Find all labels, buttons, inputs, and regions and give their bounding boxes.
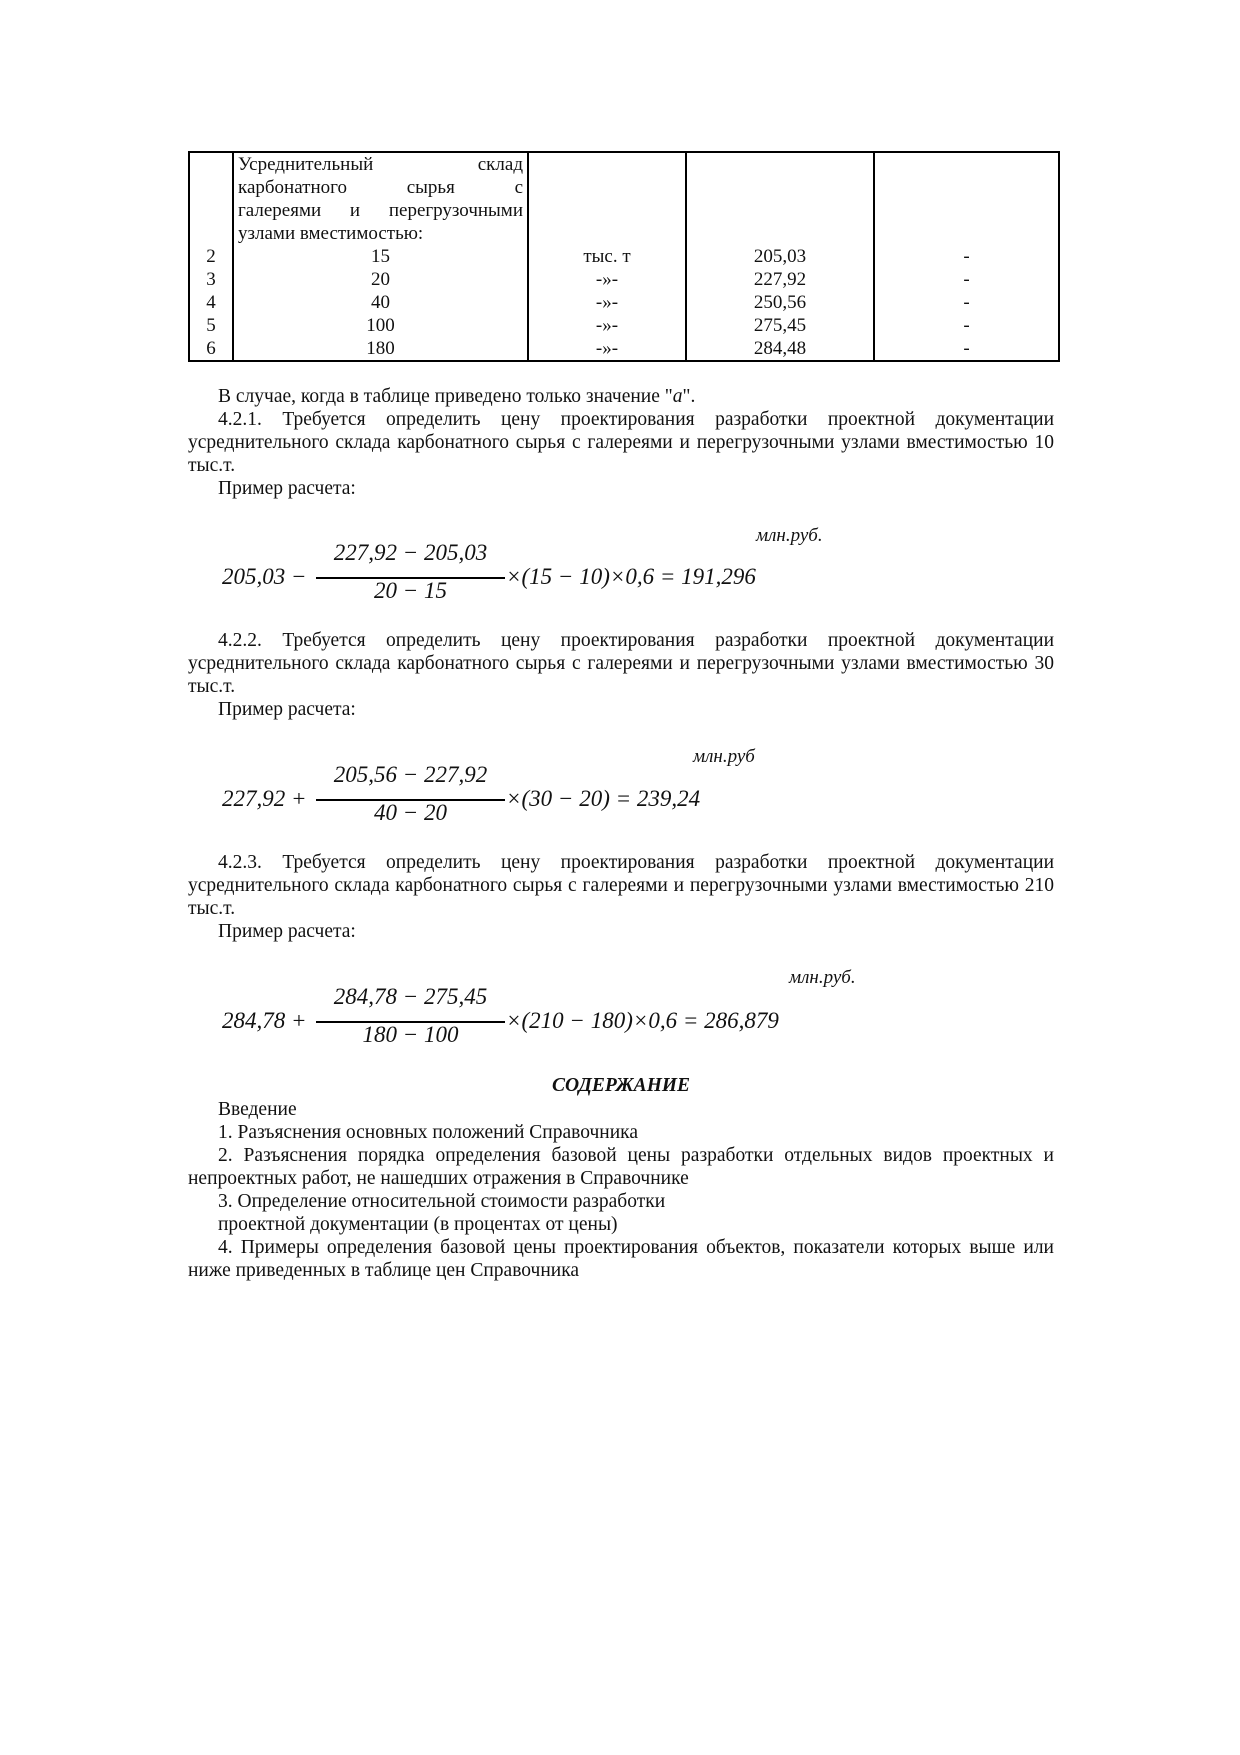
table-cell-num — [189, 152, 233, 245]
row-capacity: 180 — [233, 337, 528, 361]
formula-unit-2: млн.руб — [693, 746, 755, 767]
example-task-1: 4.2.1. Требуется определить цену проектирования разработки проектной документации усреднительного склада карбонатного сырья с галереями и перегрузочными узлами вместимостью 10 тыс.т. — [188, 409, 1054, 476]
formula-left: 205,03 − — [222, 564, 307, 589]
row-capacity: 40 — [233, 291, 528, 314]
formula-denominator: 20 − 15 — [373, 578, 448, 603]
row-number: 3 — [189, 268, 233, 291]
contents-item: 1. Разъяснения основных положений Справочника — [218, 1122, 638, 1143]
example-label-2: Пример расчета: — [218, 699, 356, 720]
table-cell-object-name — [233, 152, 528, 245]
note-text-after: ". — [682, 386, 696, 407]
row-value-a: 275,45 — [686, 314, 874, 337]
row-value-a: 205,03 — [686, 245, 874, 268]
formula-denominator: 180 − 100 — [362, 1022, 459, 1047]
object-name-line: галереями и перегрузочными — [238, 200, 523, 221]
formula-3 — [222, 984, 802, 1054]
table-header-row — [189, 152, 1059, 245]
row-number: 4 — [189, 291, 233, 314]
row-capacity: 100 — [233, 314, 528, 337]
example-label-1: Пример расчета: — [218, 478, 356, 499]
object-name-line: узлами вместимостью: — [238, 223, 424, 244]
contents-item: 3. Определение относительной стоимости разработки — [218, 1191, 666, 1212]
formula-numerator: 205,56 − 227,92 — [333, 762, 488, 787]
formula-right: ×(210 − 180)×0,6 = 286,879 — [506, 1008, 779, 1033]
table-row — [189, 291, 1059, 314]
contents-item: 2. Разъяснения порядка определения базовой цены разработки отдельных видов проектных и непроектных работ, не нашедших отражения в Справочнике — [188, 1145, 1054, 1189]
formula-numerator: 284,78 − 275,45 — [333, 984, 488, 1009]
price-table — [188, 151, 1060, 362]
formula-2 — [222, 762, 782, 832]
row-value-b: - — [874, 245, 1059, 268]
row-value-b: - — [874, 314, 1059, 337]
table-row — [189, 245, 1059, 268]
table-cell-b — [874, 152, 1059, 245]
formula-unit-3: млн.руб. — [789, 967, 856, 988]
example-task-2: 4.2.2. Требуется определить цену проектирования разработки проектной документации усреднительного склада карбонатного сырья с галереями и перегрузочными узлами вместимостью 30 тыс.т. — [188, 630, 1054, 697]
example-task-3: 4.2.3. Требуется определить цену проектирования разработки проектной документации усреднительного склада карбонатного сырья с галереями и перегрузочными узлами вместимостью 210 тыс.т. — [188, 852, 1054, 919]
row-unit: -»- — [528, 291, 686, 314]
row-number: 5 — [189, 314, 233, 337]
formula-right: ×(15 − 10)×0,6 = 191,296 — [506, 564, 756, 589]
formula-numerator: 227,92 − 205,03 — [333, 540, 488, 565]
formula-1 — [222, 540, 782, 610]
row-value-b: - — [874, 337, 1059, 361]
contents-item: проектной документации (в процентах от цены) — [218, 1214, 618, 1235]
note-symbol: а — [672, 386, 683, 407]
table-row — [189, 268, 1059, 291]
object-name-line: карбонатного сырья с — [238, 177, 523, 198]
object-name-line: Усреднительный склад — [238, 154, 523, 175]
row-value-a: 284,48 — [686, 337, 874, 361]
formula-right: ×(30 − 20) = 239,24 — [506, 786, 701, 811]
row-value-a: 250,56 — [686, 291, 874, 314]
formula-left: 284,78 + — [222, 1008, 307, 1033]
row-value-b: - — [874, 268, 1059, 291]
row-unit: -»- — [528, 314, 686, 337]
formula-unit-1: млн.руб. — [756, 525, 823, 546]
note-text-before: В случае, когда в таблице приведено только значение " — [218, 386, 673, 407]
row-capacity: 20 — [233, 268, 528, 291]
note-paragraph — [188, 385, 1054, 408]
formula-denominator: 40 − 20 — [373, 800, 448, 825]
row-value-b: - — [874, 291, 1059, 314]
row-unit: -»- — [528, 337, 686, 361]
row-capacity: 15 — [233, 245, 528, 268]
example-label-3: Пример расчета: — [218, 921, 356, 942]
row-value-a: 227,92 — [686, 268, 874, 291]
formula-left: 227,92 + — [222, 786, 307, 811]
table-cell-a — [686, 152, 874, 245]
contents-item: Введение — [218, 1099, 297, 1120]
row-unit: -»- — [528, 268, 686, 291]
row-unit: тыс. т — [528, 245, 686, 268]
table-row — [189, 314, 1059, 337]
table-row — [189, 337, 1059, 361]
contents-item: 4. Примеры определения базовой цены проектирования объектов, показатели которых выше или ниже приведенных в таблице цен Справочника — [188, 1237, 1054, 1281]
row-number: 6 — [189, 337, 233, 361]
table-cell-unit — [528, 152, 686, 245]
contents-heading: СОДЕРЖАНИЕ — [551, 1075, 691, 1096]
row-number: 2 — [189, 245, 233, 268]
